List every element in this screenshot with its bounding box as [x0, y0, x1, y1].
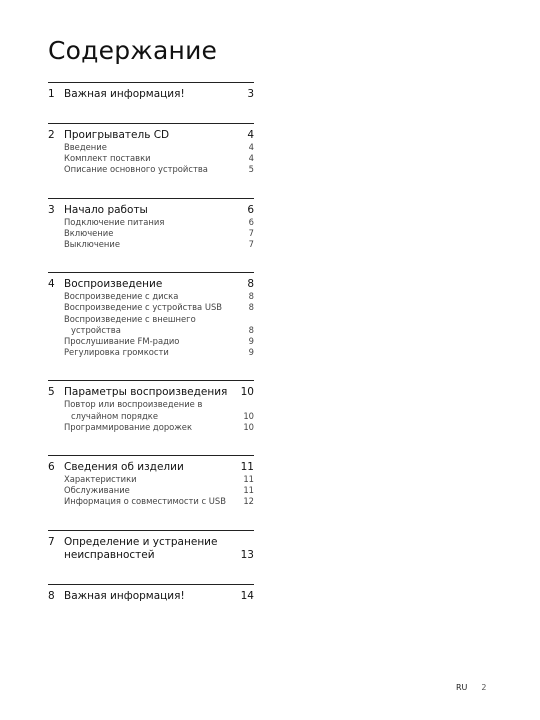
toc-section: [48, 82, 254, 101]
toc-section-title-line: Важная информация!: [64, 589, 185, 602]
toc-section-title-line: Проигрыватель CD: [64, 129, 170, 141]
toc-subsection-entry: [48, 474, 254, 485]
toc-section-entry: [48, 456, 254, 474]
toc-subsection-entry: [48, 496, 254, 507]
toc-section-number: 1: [48, 88, 55, 100]
toc-section: [48, 584, 254, 603]
toc-section: [48, 123, 254, 176]
toc-subsection-page: 4: [248, 153, 254, 164]
toc-section-entry: [48, 273, 254, 291]
toc-subsection-entry: [48, 217, 254, 228]
toc-subsection-page: 9: [248, 336, 254, 347]
toc-section-title: [64, 88, 240, 101]
toc-subsection-page: 11: [243, 485, 254, 496]
toc-section-entry: [48, 381, 254, 399]
toc-subsection-title: [64, 291, 242, 302]
toc-subsection-title: [64, 164, 242, 175]
toc-section-number: 3: [48, 203, 55, 216]
toc-section-number: 8: [48, 589, 55, 602]
toc-section-entry: [48, 199, 254, 217]
toc-subsection-title: [64, 217, 242, 228]
toc-subsection-page: 6: [248, 216, 254, 227]
toc-section-page: 13: [240, 548, 254, 561]
toc-section-page: 11: [240, 461, 254, 474]
toc-section-title-line: Параметры воспроизведения: [64, 386, 228, 399]
toc-section-entry: [48, 83, 254, 101]
toc-subsection-title: [64, 153, 242, 164]
toc-section: [48, 272, 254, 358]
toc-section-page: 4: [247, 129, 254, 141]
page-title: Содержание: [48, 36, 218, 65]
toc-section-number: 5: [48, 386, 55, 399]
toc-section-title: [64, 129, 240, 142]
toc-subsection-entry: [48, 142, 254, 153]
toc-section-title: [64, 386, 240, 399]
toc-section: [48, 530, 254, 562]
toc-subsection-entry: [48, 336, 254, 347]
toc-section-number: 6: [48, 461, 55, 474]
toc-subsection-entry: [48, 399, 254, 421]
toc-section-page: 14: [240, 589, 254, 602]
toc-section-title: [64, 590, 240, 603]
toc-section: [48, 380, 254, 433]
toc-section-entry: [48, 124, 254, 142]
toc-subsection-title-line: Повтор или воспроизведение в: [64, 399, 203, 410]
toc-section-title: [64, 461, 240, 474]
toc-subsection-page: 8: [248, 291, 254, 302]
toc-subsection-title: [64, 347, 242, 358]
toc-subsection-page: 4: [248, 142, 254, 152]
toc-subsection-entry: [48, 228, 254, 239]
toc-subsection-entry: [48, 422, 254, 433]
toc-subsection-title-line: Воспроизведение с диска: [64, 291, 179, 302]
toc-subsection-title: [64, 142, 242, 153]
toc-subsection-title-line: Описание основного устройства: [64, 164, 208, 175]
toc-subsection-entry: [48, 239, 254, 250]
toc-subsection-page: 8: [248, 324, 254, 335]
toc-subsection-title-line: устройства: [71, 324, 121, 335]
toc-subsection-entry: [48, 153, 254, 164]
footer-language: RU: [456, 683, 468, 692]
toc-subsection-title-line: Воспроизведение с устройства USB: [64, 302, 223, 313]
toc-section-title-line: неисправностей: [64, 548, 155, 561]
toc-section-page: 8: [247, 278, 254, 291]
toc-subsection-title-line: Выключение: [64, 239, 120, 250]
toc-section-number: 7: [48, 535, 55, 548]
toc-subsection-title-line: Информация о совместимости с USB: [64, 496, 226, 507]
toc-section-title-line: Сведения об изделии: [64, 461, 184, 474]
toc-section-title-line: Определение и устранение: [64, 535, 218, 548]
toc-subsection-page: 10: [243, 410, 254, 421]
toc-subsection-title-line: Регулировка громкости: [64, 347, 169, 358]
toc-section-entry: [48, 585, 254, 603]
toc-subsection-title-line: Подключение питания: [64, 216, 165, 227]
toc-subsection-title: [64, 302, 242, 313]
toc-section-number: 2: [48, 129, 55, 141]
toc-subsection-page: 5: [248, 164, 254, 175]
toc-section: [48, 455, 254, 508]
toc-subsection-page: 12: [243, 496, 254, 507]
toc-section-title-line: Начало работы: [64, 203, 148, 216]
toc-section-title: [64, 536, 240, 562]
toc-subsection-title: [64, 314, 242, 336]
toc-subsection-title-line: Прослушивание FM-радио: [64, 336, 180, 347]
toc-subsection-title-line: Программирование дорожек: [64, 421, 193, 432]
toc-section-title: [64, 204, 240, 217]
toc-subsection-page: 8: [248, 302, 254, 313]
toc-section-number: 4: [48, 278, 55, 291]
toc-subsection-title: [64, 422, 242, 433]
toc-subsection-title: [64, 485, 242, 496]
toc-subsection-title: [64, 336, 242, 347]
toc-subsection-page: 9: [248, 347, 254, 358]
toc-subsection-title-line: Комплект поставки: [64, 153, 151, 164]
toc-subsection-title: [64, 399, 242, 421]
toc-subsection-title-line: Обслуживание: [64, 485, 130, 496]
toc-subsection-title-line: случайном порядке: [71, 410, 158, 421]
toc-section-title-line: Воспроизведение: [64, 278, 163, 291]
toc-subsection-title-line: Характеристики: [64, 474, 137, 485]
toc-subsection-title: [64, 496, 242, 507]
toc-subsection-title: [64, 228, 242, 239]
toc-section-page: 3: [247, 88, 254, 100]
page-footer: [456, 683, 487, 692]
toc-section-page: 6: [247, 203, 254, 216]
toc-section: [48, 198, 254, 251]
toc-subsection-entry: [48, 314, 254, 336]
toc-section-title: [64, 278, 240, 291]
table-of-contents: [48, 82, 254, 625]
toc-subsection-title-line: Введение: [64, 142, 107, 152]
toc-subsection-title: [64, 474, 242, 485]
toc-subsection-title-line: Включение: [64, 227, 114, 238]
toc-section-title-line: Важная информация!: [64, 88, 185, 100]
toc-subsection-entry: [48, 347, 254, 358]
toc-subsection-title-line: Воспроизведение с внешнего: [64, 313, 196, 324]
toc-subsection-entry: [48, 164, 254, 175]
toc-subsection-page: 10: [243, 421, 254, 432]
toc-subsection-title: [64, 239, 242, 250]
toc-section-page: 10: [240, 386, 254, 399]
toc-subsection-page: 7: [248, 227, 254, 238]
toc-section-entry: [48, 531, 254, 562]
toc-subsection-entry: [48, 302, 254, 313]
toc-subsection-page: 7: [248, 239, 254, 250]
footer-page-number: 2: [481, 683, 487, 692]
toc-subsection-page: 11: [243, 474, 254, 485]
toc-subsection-entry: [48, 485, 254, 496]
toc-subsection-entry: [48, 291, 254, 302]
